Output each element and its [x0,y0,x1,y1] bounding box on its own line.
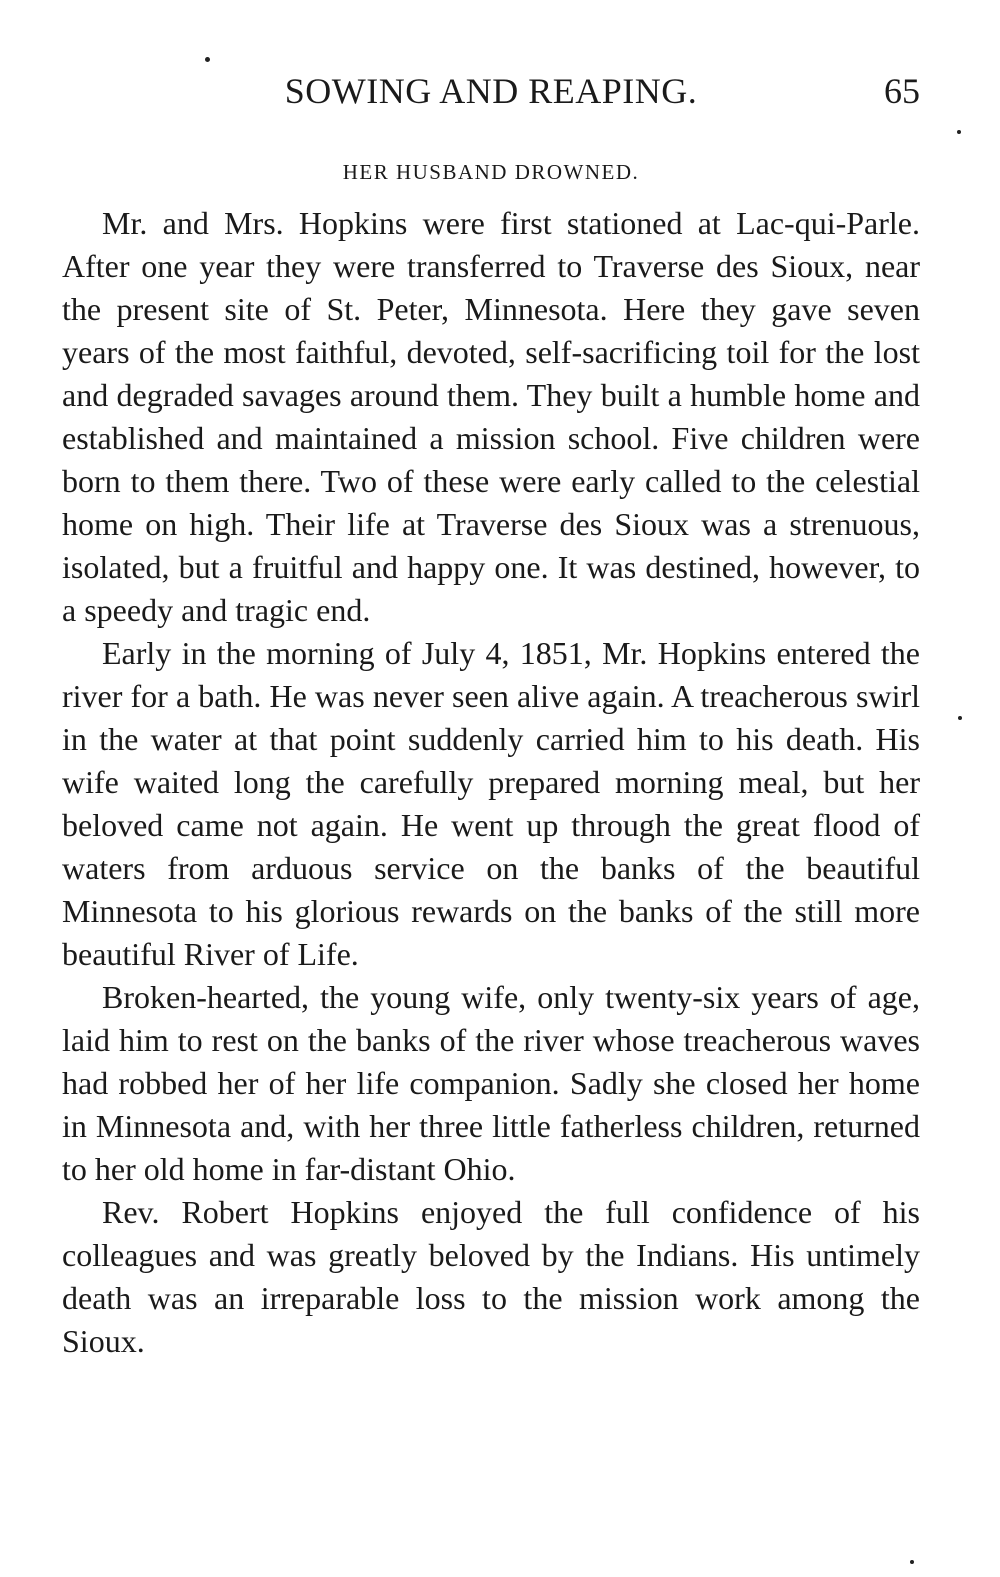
print-speck [957,130,961,134]
print-speck [205,57,210,62]
paragraph: Mr. and Mrs. Hopkins were first stationed at Lac-qui-Parle. After one year they were transferred to Traverse des Sioux, near the present site of St. Peter, Minnesota. Here they gave seven years of the most faithful, devoted, self-sacrificing toil for the lost and degraded savages around them. They built a humble home and established and maintained a mission school. Five children were born to them there. Two of these were early called to the celestial home on high. Their life at Traverse des Sioux was a strenuous, isolated, but a fruitful and happy one. It was destined, however, to a speedy and tragic end. [62,205,920,628]
section-heading: HER HUSBAND DROWNED. [342,160,640,184]
paragraph: Rev. Robert Hopkins enjoyed the full confidence of his colleagues and was greatly beloved by the Indians. His untimely death was an irreparable loss to the mission work among the Sioux. [62,1194,920,1359]
print-speck [910,1560,914,1564]
running-head [62,66,920,116]
running-title: SOWING AND REAPING. [284,71,698,111]
paragraph: Broken-hearted, the young wife, only twenty-six years of age, laid him to rest on the banks of the river whose treacherous waves had robbed her of her life companion. Sadly she closed her home in Minnesota and, with her three little fatherless children, returned to her old home in far-distant Ohio. [62,979,920,1187]
body-text [62,202,920,1363]
page-number: 65 [884,71,920,111]
paragraph: Early in the morning of July 4, 1851, Mr. Hopkins entered the river for a bath. He was never seen alive again. A treacherous swirl in the water at that point suddenly carried him to his death. His wife waited long the carefully prepared morning meal, but her beloved came not again. He went up through the great flood of waters from arduous service on the banks of the beautiful Minnesota to his glorious rewards on the banks of the still more beautiful River of Life. [62,635,920,972]
print-speck [958,716,962,720]
